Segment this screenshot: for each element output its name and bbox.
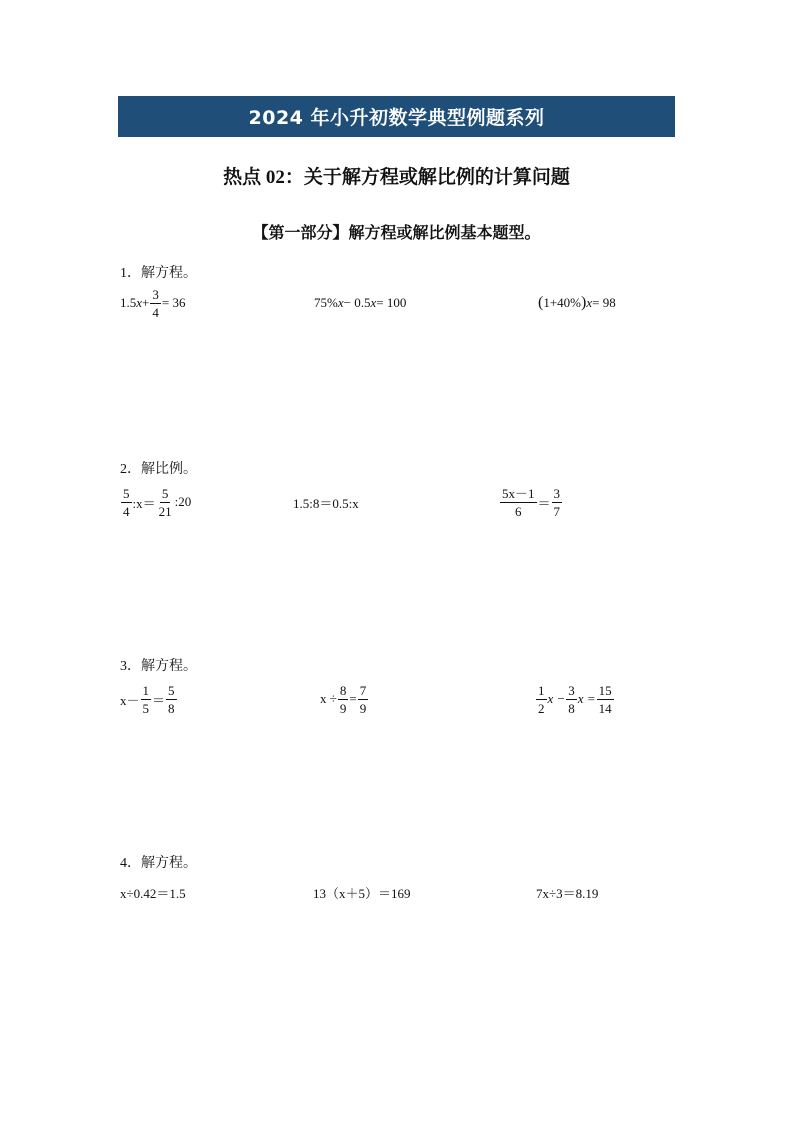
open-paren: ( <box>538 294 544 311</box>
denominator: 9 <box>359 700 367 716</box>
fraction <box>536 684 547 715</box>
question-4-equation-3: 7x÷3＝8.19 <box>536 885 599 901</box>
fraction <box>597 684 614 715</box>
question-4-equation-1: x÷0.42＝1.5 <box>120 885 186 901</box>
question-3-equation-2 <box>320 679 369 719</box>
denominator: 8 <box>168 700 175 716</box>
term: x－ <box>120 692 140 708</box>
question-4-heading: 4．解方程。 <box>120 856 197 871</box>
question-4-equation-2: 13（x＋5）＝169 <box>313 885 411 901</box>
denominator: 2 <box>538 700 545 716</box>
question-1-heading: 1．解方程。 <box>120 266 197 281</box>
term: 1.5 <box>120 295 137 310</box>
term: 75% <box>314 295 338 310</box>
fraction <box>121 487 132 518</box>
question-3-equation-1 <box>120 679 178 719</box>
term: ＝ <box>537 495 551 511</box>
question-2-proportion-2: 1.5:8＝0.5:x <box>293 495 359 511</box>
term: x = <box>577 691 596 706</box>
page-subtitle: 热点 02：关于解方程或解比例的计算问题 <box>223 167 570 188</box>
numerator: 3 <box>152 286 159 302</box>
numerator: 5 <box>161 485 169 501</box>
close-paren: ) <box>581 294 587 311</box>
variable: x <box>337 295 344 310</box>
numerator: 5 <box>123 485 130 501</box>
question-1-equation-1 <box>120 283 185 323</box>
term: = <box>349 691 357 706</box>
variable: x <box>370 295 377 310</box>
question-3-equation-3 <box>535 679 615 719</box>
denominator: 4 <box>152 304 159 320</box>
numerator: 5 <box>168 682 175 698</box>
fraction <box>338 684 349 715</box>
term: ＝ <box>152 692 166 708</box>
operator: + <box>142 295 150 310</box>
denominator: 6 <box>515 503 522 519</box>
denominator: 21 <box>158 503 172 519</box>
fraction <box>150 288 161 319</box>
question-2-heading: 2．解比例。 <box>120 462 197 477</box>
section-title: 【第一部分】解方程或解比例基本题型。 <box>252 225 541 242</box>
numerator: 1 <box>142 682 150 698</box>
variable: x <box>586 295 593 310</box>
denominator: 4 <box>123 503 130 519</box>
numerator: 1 <box>538 682 545 698</box>
banner-title: 2024 年小升初数学典型例题系列 <box>118 96 675 137</box>
term: :x＝ <box>132 495 156 511</box>
numerator: 3 <box>553 485 561 501</box>
fraction <box>157 487 174 518</box>
term: = 36 <box>161 295 186 310</box>
numerator: 5x－1 <box>502 485 535 501</box>
question-1-equation-3 <box>538 283 616 323</box>
fraction <box>552 487 563 518</box>
term: 1+40% <box>543 295 581 310</box>
fraction <box>358 684 369 715</box>
numerator: 7 <box>359 682 367 698</box>
denominator: 9 <box>339 700 347 716</box>
denominator: 8 <box>568 700 575 716</box>
fraction <box>566 684 577 715</box>
question-1-equation-2 <box>314 283 406 323</box>
term: x − <box>547 691 566 706</box>
fraction <box>500 487 537 518</box>
term: = 98 <box>592 295 616 310</box>
variable: x <box>136 295 143 310</box>
denominator: 5 <box>142 700 150 716</box>
numerator: 3 <box>568 682 575 698</box>
denominator: 7 <box>553 503 561 519</box>
term: :20 <box>174 494 192 509</box>
denominator: 14 <box>598 700 612 716</box>
fraction <box>141 684 152 715</box>
term: x ÷ <box>320 691 337 706</box>
term: − 0.5 <box>343 295 371 310</box>
question-2-proportion-1 <box>120 482 191 522</box>
numerator: 15 <box>598 682 612 698</box>
question-3-heading: 3．解方程。 <box>120 659 197 674</box>
numerator: 8 <box>339 682 347 698</box>
fraction <box>166 684 177 715</box>
term: = 100 <box>376 295 407 310</box>
question-2-proportion-3 <box>499 482 563 522</box>
